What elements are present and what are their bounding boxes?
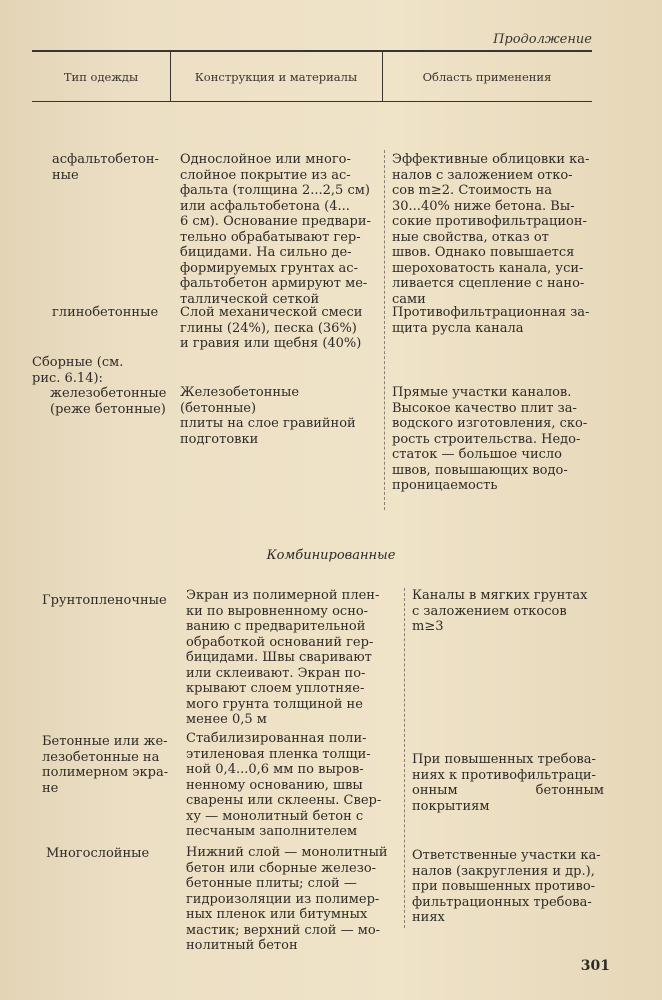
type-heading-text: Сборные (см. рис. 6.14): <box>32 355 124 386</box>
type-cell <box>52 305 192 321</box>
application-text: Ответственные участки ка- налов (закругления и др.), при повышенных противо- фильтрационных требова- ниях <box>412 848 601 925</box>
continued-label: Продолжение <box>493 32 592 47</box>
application-cell <box>412 848 604 926</box>
column-header-construction: Конструкция и материалы <box>194 70 358 84</box>
column-separator <box>384 150 385 510</box>
table-header-rule <box>32 101 592 102</box>
column-separator <box>404 588 405 928</box>
application-text: При повышенных требова- ниях к противофильтраци- онным бетонным покрытиям <box>412 752 604 814</box>
type-cell <box>42 734 182 796</box>
construction-text: Нижний слой — монолитный бетон или сборные железо- бетонные плиты; слой — гидроизоляции из полимер- ных пленок или битумных мастик; верхний слой — мо- нолитный бетон <box>186 845 388 953</box>
application-cell <box>392 385 597 494</box>
application-text: Прямые участки каналов. Высокое качество плит за- водского изготовления, ско- рость строительства. Недо- статок — большое число швов, повышающих водо- проницаемость <box>392 385 588 493</box>
application-text: Каналы в мягких грунтах с заложением откосов m≥3 <box>412 588 588 634</box>
type-text: Многослойные <box>46 846 150 861</box>
application-cell <box>392 305 597 336</box>
construction-text: Экран из полимерной плен- ки по выровненному осно- ванию с предварительной обработкой оснований гер- бицидами. Швы сваривают или склеивают. Экран по- крывают слоем уплотняе- мого грунта толщиной не менее 0,5 м <box>186 588 380 727</box>
section-title: Комбинированные <box>266 548 396 563</box>
type-cell <box>42 593 182 609</box>
construction-text: Стабилизированная поли- этиленовая пленка толщи- ной 0,4...0,6 мм по выров- ненному основанию, швы сварены или склеены. Свер- ху — монолитный бетон с песчаным заполнителем <box>186 731 382 839</box>
type-text: Грунтопленочные <box>42 593 167 608</box>
type-text: железобетонные (реже бетонные) <box>50 386 167 417</box>
type-cell <box>52 152 192 183</box>
construction-text: Слой механической смеси глины (24%), песка (36%) и гравия или щебня (40%) <box>180 305 363 351</box>
application-cell <box>412 588 604 635</box>
construction-cell <box>180 385 378 447</box>
type-text: Бетонные или же- лезобетонные на полимерном экра- не <box>42 734 169 796</box>
construction-text: Железобетонные (бетонные) плиты на слое гравийной подготовки <box>180 385 356 447</box>
construction-text: Однослойное или много- слойное покрытие из ас- фальта (толщина 2...2,5 см) или асфальтобетона (4... 6 см). Основание предвари- тельно обрабатывают гер- бицидами. На сильно де- формируемых грунтах ас- фальтобетон армируют ме- таллической сеткой <box>180 152 371 307</box>
type-cell <box>46 846 186 862</box>
type-cell <box>32 355 172 417</box>
construction-cell <box>180 152 378 307</box>
application-cell <box>392 152 597 307</box>
column-header-type: Тип одежды <box>63 70 139 84</box>
construction-cell <box>186 588 390 728</box>
application-text: Эффективные облицовки ка- налов с заложением отко- сов m≥2. Стоимость на 30...40% ниже бетона. Вы- сокие противофильтрацион- ные свойства, отказ от швов. Однако повышается шероховатость канала, уси- ливается сцепление с нано- сами <box>392 152 590 307</box>
construction-cell <box>186 731 390 840</box>
column-header-application: Область применения <box>422 70 552 84</box>
application-text: Противофильтрационная за- щита русла канала <box>392 305 590 336</box>
table-top-rule <box>32 50 592 52</box>
application-cell <box>412 752 604 814</box>
construction-cell <box>186 845 390 954</box>
construction-cell <box>180 305 378 352</box>
page-number: 301 <box>580 958 610 974</box>
type-text: глинобетонные <box>52 305 159 320</box>
type-text: асфальтобетон- ные <box>52 152 159 183</box>
